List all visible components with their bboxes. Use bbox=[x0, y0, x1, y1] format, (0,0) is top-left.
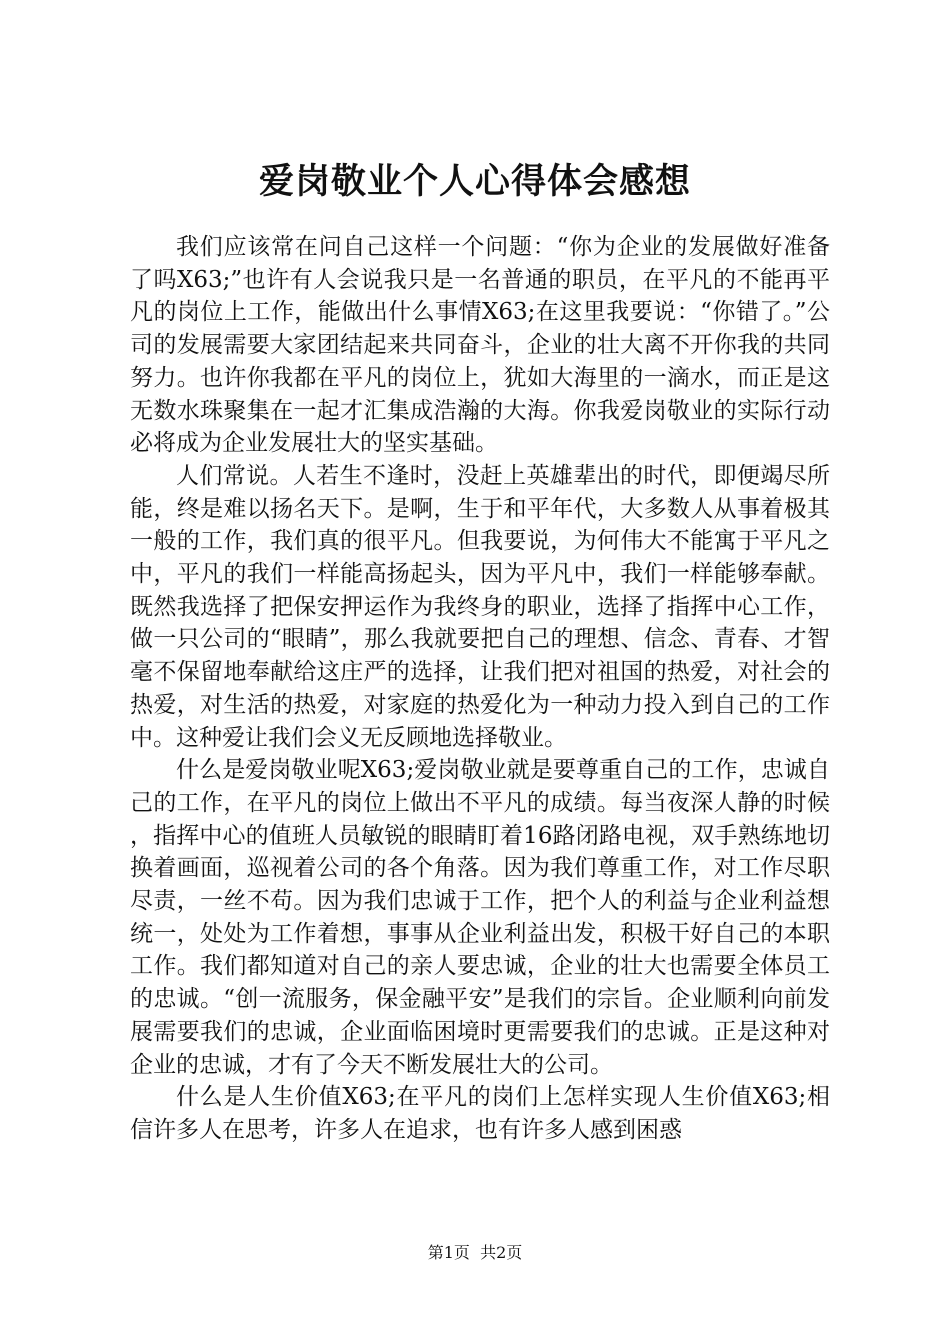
page-footer bbox=[0, 1243, 950, 1263]
paragraph-3: 什么是爱岗敬业呢X63;爱岗敬业就是要尊重自己的工作，忠诚自己的工作，在平凡的岗位上做出不平凡的成绩。每当夜深人静的时候，指挥中心的值班人员敏锐的眼睛盯着16路闭路电视，双手熟练地切换着画面，巡视着公司的各个角落。因为我们尊重工作，对工作尽职尽责，一丝不苟。因为我们忠诚于工作，把个人的利益与企业利益想统一，处处为工作着想，事事从企业利益出发，积极干好自己的本职工作。我们都知道对自己的亲人要忠诚，企业的壮大也需要全体员工的忠诚。“创一流服务，保金融平安”是我们的宗旨。企业顺利向前发展需要我们的忠诚，企业面临困境时更需要我们的忠诚。正是这种对企业的忠诚，才有了今天不断发展壮大的公司。 bbox=[130, 757, 830, 1078]
paragraph-4: 什么是人生价值X63;在平凡的岗们上怎样实现人生价值X63;相信许多人在思考，许多人在追求，也有许多人感到困惑 bbox=[130, 1084, 830, 1143]
document-title: 爱岗敬业个人心得体会感想 bbox=[258, 161, 691, 202]
paragraph-1: 我们应该常在问自己这样一个问题：“你为企业的发展做好准备了吗X63;”也许有人会说我只是一名普通的职员，在平凡的不能再平凡的岗位上工作，能做出什么事情X63;在这里我要说：“你错了。”公司的发展需要大家团结起来共同奋斗，企业的壮大离不开你我的共同努力。也许你我都在平凡的岗位上，犹如大海里的一滴水，而正是这无数水珠聚集在一起才汇集成浩瀚的大海。你我爱岗敬业的实际行动必将成为企业发展壮大的坚实基础。 bbox=[130, 234, 830, 457]
page-number: 第1页 bbox=[427, 1243, 470, 1262]
document-body bbox=[130, 231, 830, 1147]
paragraph-2: 人们常说。人若生不逢时，没赶上英雄辈出的时代，即便竭尽所能，终是难以扬名天下。是啊，生于和平年代，大多数人从事着极其一般的工作，我们真的很平凡。但我要说，为何伟大不能寓于平凡之中，平凡的我们一样能高扬起头，因为平凡中，我们一样能够奉献。既然我选择了把保安押运作为我终身的职业，选择了指挥中心工作，做一只公司的“眼睛”，那么我就要把自己的理想、信念、青春、才智毫不保留地奉献给这庄严的选择，让我们把对祖国的热爱，对社会的热爱，对生活的热爱，对家庭的热爱化为一种动力投入到自己的工作中。这种爱让我们会义无反顾地选择敬业。 bbox=[130, 462, 830, 751]
page-total: 共2页 bbox=[480, 1243, 523, 1262]
